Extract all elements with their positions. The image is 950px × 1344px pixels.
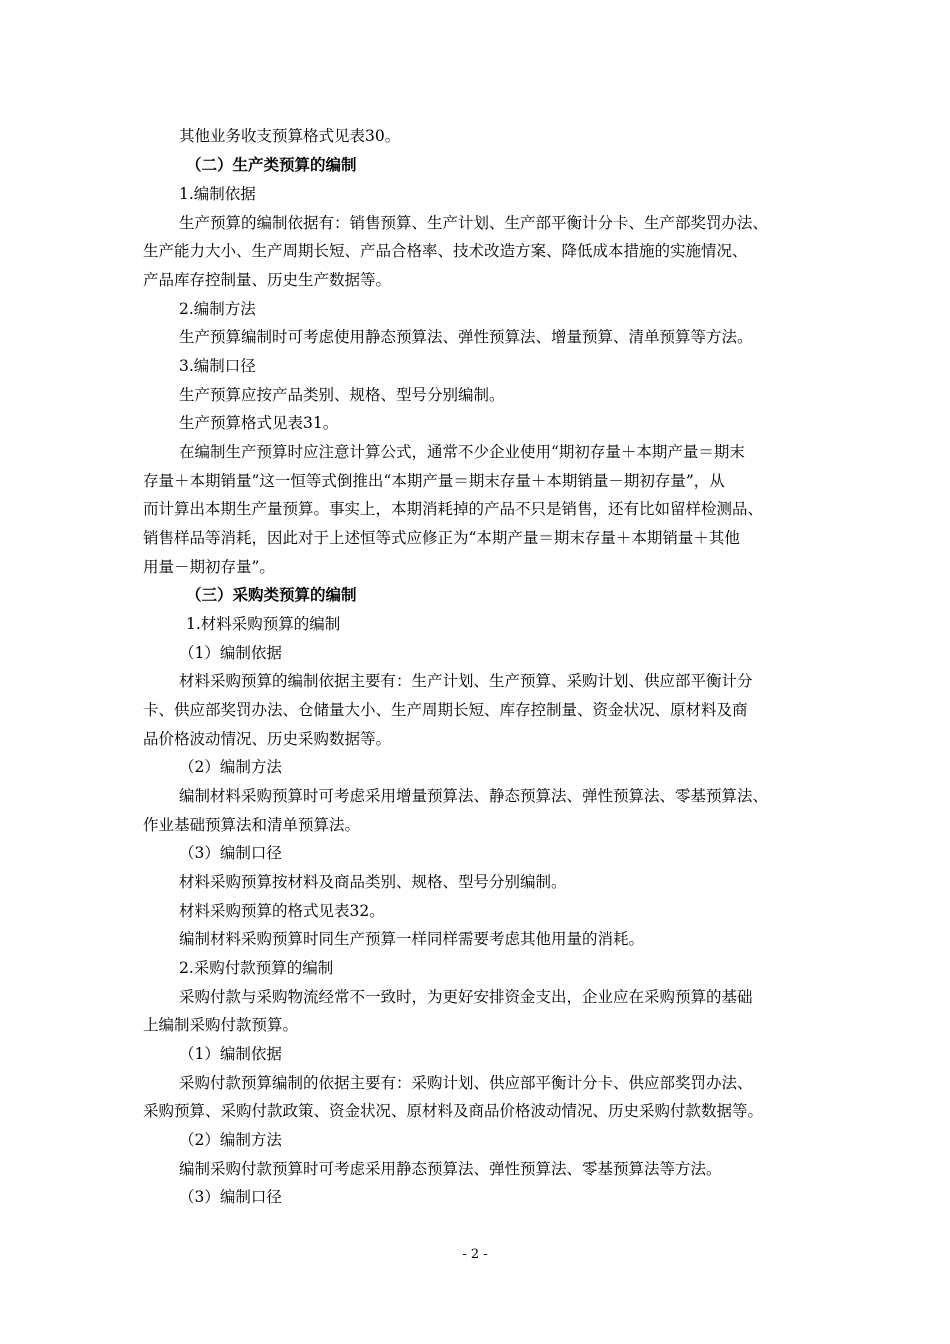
- section-heading: （三）采购类预算的编制: [186, 586, 357, 604]
- paragraph-line: 材料采购预算按材料及商品类别、规格、型号分别编制。: [179, 873, 567, 891]
- subsection-heading: 2.采购付款预算的编制: [179, 959, 334, 977]
- paragraph-line: 其他业务收支预算格式见表30。: [179, 127, 401, 145]
- paragraph-line: 采购付款预算编制的依据主要有：采购计划、供应部平衡计分卡、供应部奖罚办法、: [179, 1074, 753, 1092]
- paragraph-line: 上编制采购付款预算。: [143, 1016, 299, 1034]
- paragraph-line: 卡、供应部奖罚办法、仓储量大小、生产周期长短、库存控制量、资金状况、原材料及商: [143, 701, 748, 719]
- paragraph-line: 采购预算、采购付款政策、资金状况、原材料及商品价格波动情况、历史采购付款数据等。: [143, 1102, 764, 1120]
- subsection-heading: （2）编制方法: [179, 1131, 282, 1149]
- paragraph-line: 销售样品等消耗，因此对于上述恒等式应修正为“本期产量＝期末存量＋本期销量＋其他: [143, 529, 740, 547]
- paragraph-line: 生产预算格式见表31。: [179, 414, 339, 432]
- subsection-heading: （3）编制口径: [179, 844, 282, 862]
- paragraph-line: 生产预算应按产品类别、规格、型号分别编制。: [179, 386, 505, 404]
- paragraph-line: 作业基础预算法和清单预算法。: [143, 816, 361, 834]
- subsection-heading: （1）编制依据: [179, 644, 282, 662]
- paragraph-line: 而计算出本期生产量预算。事实上，本期消耗掉的产品不只是销售，还有比如留样检测品、: [143, 500, 764, 518]
- page-number: - 2 -: [462, 1247, 488, 1262]
- subsection-heading: 1.材料采购预算的编制: [186, 615, 341, 633]
- paragraph-line: 材料采购预算的格式见表32。: [179, 902, 385, 920]
- paragraph-line: 编制采购付款预算时可考虑采用静态预算法、弹性预算法、零基预算法等方法。: [179, 1160, 722, 1178]
- paragraph-line: 在编制生产预算时应注意计算公式，通常不少企业使用“期初存量＋本期产量＝期末: [179, 443, 745, 461]
- paragraph-line: 采购付款与采购物流经常不一致时，为更好安排资金支出，企业应在采购预算的基础: [179, 988, 753, 1006]
- subsection-heading: （2）编制方法: [179, 758, 282, 776]
- section-heading: （二）生产类预算的编制: [186, 156, 357, 174]
- subsection-heading: 1.编制依据: [179, 185, 256, 203]
- subsection-heading: （3）编制口径: [179, 1188, 282, 1206]
- paragraph-line: 编制材料采购预算时可考虑采用增量预算法、静态预算法、弹性预算法、零基预算法、: [179, 787, 769, 805]
- paragraph-line: 编制材料采购预算时同生产预算一样同样需要考虑其他用量的消耗。: [179, 930, 645, 948]
- subsection-heading: 2.编制方法: [179, 300, 256, 318]
- paragraph-line: 生产预算编制时可考虑使用静态预算法、弹性预算法、增量预算、清单预算等方法。: [179, 328, 753, 346]
- subsection-heading: （1）编制依据: [179, 1045, 282, 1063]
- subsection-heading: 3.编制口径: [179, 357, 256, 375]
- paragraph-line: 生产预算的编制依据有：销售预算、生产计划、生产部平衡计分卡、生产部奖罚办法、: [179, 214, 769, 232]
- paragraph-line: 品价格波动情况、历史采购数据等。: [143, 730, 392, 748]
- paragraph-line: 材料采购预算的编制依据主要有：生产计划、生产预算、采购计划、供应部平衡计分: [179, 672, 753, 690]
- paragraph-line: 产品库存控制量、历史生产数据等。: [143, 271, 392, 289]
- paragraph-line: 生产能力大小、生产周期长短、产品合格率、技术改造方案、降低成本措施的实施情况、: [143, 242, 748, 260]
- paragraph-line: 存量＋本期销量”这一恒等式倒推出“本期产量＝期末存量＋本期销量－期初存量”，从: [143, 472, 725, 490]
- paragraph-line: 用量－期初存量”。: [143, 558, 275, 576]
